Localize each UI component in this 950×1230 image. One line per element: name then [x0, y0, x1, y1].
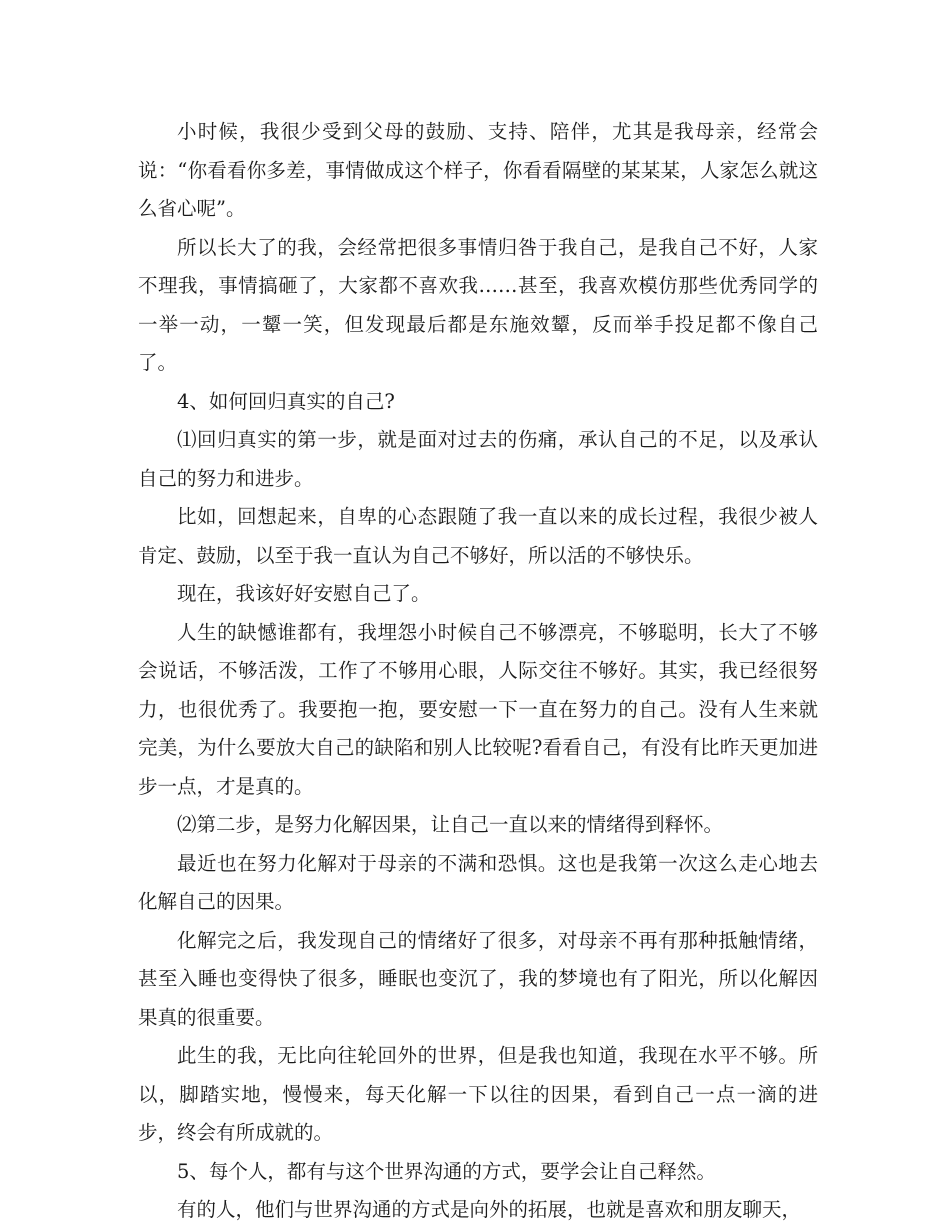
paragraph-step-two: ⑵第二步，是努力化解因果，让自己一直以来的情绪得到释怀。: [177, 813, 724, 836]
paragraph-comfort: 现在，我该好好安慰自己了。: [177, 582, 431, 605]
paragraph-after-resolution: 化解完之后，我发现自己的情绪好了很多，对母亲不再有那种抵触情绪，甚至入睡也变得快了很多，睡眠也变沉了，我的梦境也有了阳光，所以化解因果真的很重要。: [138, 928, 818, 1029]
document-body: [138, 113, 818, 1230]
paragraph-childhood: 小时候，我很少受到父母的鼓励、支持、陪伴，尤其是我母亲，经常会说：“你看看你多差，事情做成这个样子，你看看隔壁的某某某，人家怎么就这么省心呢”。: [138, 120, 818, 220]
paragraph-step-one: ⑴回归真实的第一步，就是面对过去的伤痛，承认自己的不足，以及承认自己的努力和进步。: [138, 428, 818, 490]
paragraph-recent-effort: 最近也在努力化解对于母亲的不满和恐惧。这也是我第一次这么走心地去化解自己的因果。: [138, 851, 818, 913]
paragraph-regrets: 人生的缺憾谁都有，我埋怨小时候自己不够漂亮，不够聪明，长大了不够会说话，不够活泼，工作了不够用心眼，人际交往不够好。其实，我已经很努力，也很优秀了。我要抱一抱，要安慰一下一直在努力的自己。没有人生来就完美，为什么要放大自己的缺陷和别人比较呢?看看自己，有没有比昨天更加进步一点，才是真的。: [138, 620, 818, 798]
section-heading-4: 4、如何回归真实的自己?: [177, 389, 395, 413]
paragraph-this-life: 此生的我，无比向往轮回外的世界，但是我也知道，我现在水平不够。所以，脚踏实地，慢慢来，每天化解一下以往的因果，看到自己一点一滴的进步，终会有所成就的。: [138, 1044, 818, 1144]
paragraph-example: 比如，回想起来，自卑的心态跟随了我一直以来的成长过程，我很少被人肯定、鼓励，以至于我一直认为自己不够好，所以活的不够快乐。: [138, 505, 818, 567]
paragraph-some-people: 有的人，他们与世界沟通的方式是向外的拓展，也就是喜欢和朋友聊天，: [177, 1198, 802, 1221]
section-heading-5: 5、每个人，都有与这个世界沟通的方式，要学会让自己释然。: [177, 1159, 716, 1183]
paragraph-self-blame: 所以长大了的我，会经常把很多事情归咎于我自己，是我自己不好，人家不理我，事情搞砸了，大家都不喜欢我……甚至，我喜欢模仿那些优秀同学的一举一动，一颦一笑，但发现最后都是东施效颦，反而举手投足都不像自己了。: [138, 235, 818, 374]
